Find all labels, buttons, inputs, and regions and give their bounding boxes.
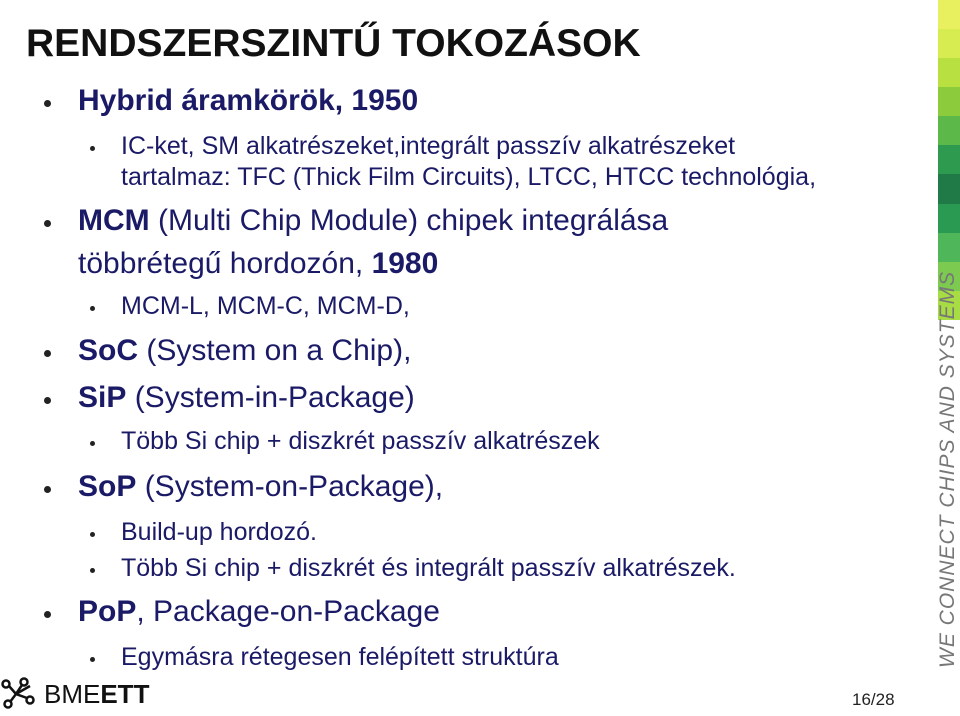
subbullet-hybrid-line1: IC-ket, SM alkatrészeket,integrált passzív alkatrészeket	[121, 132, 736, 160]
sidebar-color-block	[938, 233, 960, 262]
sidebar-color-block	[938, 29, 960, 58]
subbullet-mcm	[121, 292, 410, 321]
bmeett-logo	[0, 676, 149, 712]
bullet-sop-bold: SoP	[78, 470, 137, 503]
bullet-dot	[44, 486, 51, 493]
bullet-dot	[44, 611, 51, 618]
tagline-vertical: WE CONNECT CHIPS AND SYSTEMS	[936, 270, 959, 668]
slide-title: RENDSZERSZINTŰ TOKOZÁSOK	[26, 22, 641, 65]
bullet-dot	[90, 146, 95, 151]
bullet-dot	[90, 441, 95, 446]
bullet-pop-text: , Package-on-Package	[136, 595, 440, 628]
sidebar-color-block	[938, 87, 960, 116]
subbullet-sop1-text: Build-up hordozó.	[121, 518, 317, 546]
bullet-soc	[78, 334, 411, 368]
sidebar-color-block	[938, 145, 960, 174]
sidebar-color-block	[938, 116, 960, 145]
logo-text	[44, 679, 149, 710]
bullet-dot	[44, 350, 51, 357]
bullet-dot	[90, 532, 95, 537]
subbullet-sip	[121, 427, 600, 456]
bullet-mcm-text: (Multi Chip Module) chipek integrálása	[149, 204, 669, 237]
bullet-mcm-bold: MCM	[78, 204, 150, 237]
bullet-sip	[78, 381, 415, 415]
bullet-mcm	[78, 204, 668, 238]
bullet-sip-text: (System-in-Package)	[126, 381, 415, 414]
bullet-mcm-cont	[78, 247, 438, 281]
sidebar-color-block	[938, 58, 960, 87]
subbullet-sop-2	[121, 554, 736, 583]
bullet-mcm-year: 1980	[371, 247, 439, 280]
subbullet-hybrid	[121, 132, 735, 161]
subbullet-pop-text: Egymásra rétegesen felépített struktúra	[121, 643, 559, 671]
logo-ett: ETT	[100, 678, 150, 709]
bullet-soc-bold: SoC	[78, 334, 138, 367]
sidebar-color-block	[938, 0, 960, 29]
bullet-hybrid-text: Hybrid áramkörök, 1950	[78, 84, 419, 117]
bullet-dot	[44, 100, 51, 107]
bullet-dot	[90, 306, 95, 311]
bullet-sip-bold: SiP	[78, 381, 127, 414]
sidebar-color-block	[938, 204, 960, 233]
page-number: 16/28	[852, 690, 895, 709]
circuit-logo-icon	[0, 676, 36, 712]
bullet-dot	[44, 397, 51, 404]
subbullet-hybrid-line2: tartalmaz: TFC (Thick Film Circuits), LTCC, HTCC technológia,	[121, 163, 817, 191]
subbullet-sop-1	[121, 518, 317, 547]
bullet-pop	[78, 595, 440, 629]
subbullet-sip-text: Több Si chip + diszkrét passzív alkatrészek	[121, 427, 600, 455]
bullet-pop-bold: PoP	[78, 595, 137, 628]
bullet-dot	[90, 657, 95, 662]
sidebar-color-block	[938, 174, 960, 203]
bullet-sop	[78, 470, 443, 504]
subbullet-mcm-text: MCM-L, MCM-C, MCM-D,	[121, 292, 410, 320]
bullet-dot	[44, 220, 51, 227]
bullet-sop-text: (System-on-Package),	[136, 470, 444, 503]
subbullet-sop2-text: Több Si chip + diszkrét és integrált passzív alkatrészek.	[121, 554, 736, 582]
subbullet-pop	[121, 643, 559, 672]
subbullet-hybrid-cont	[121, 163, 816, 192]
bullet-soc-text: (System on a Chip),	[138, 334, 412, 367]
bullet-hybrid	[78, 84, 418, 118]
logo-bme: BME	[44, 678, 101, 709]
bullet-mcm-line2: többrétegű hordozón,	[78, 247, 372, 280]
bullet-dot	[90, 568, 95, 573]
